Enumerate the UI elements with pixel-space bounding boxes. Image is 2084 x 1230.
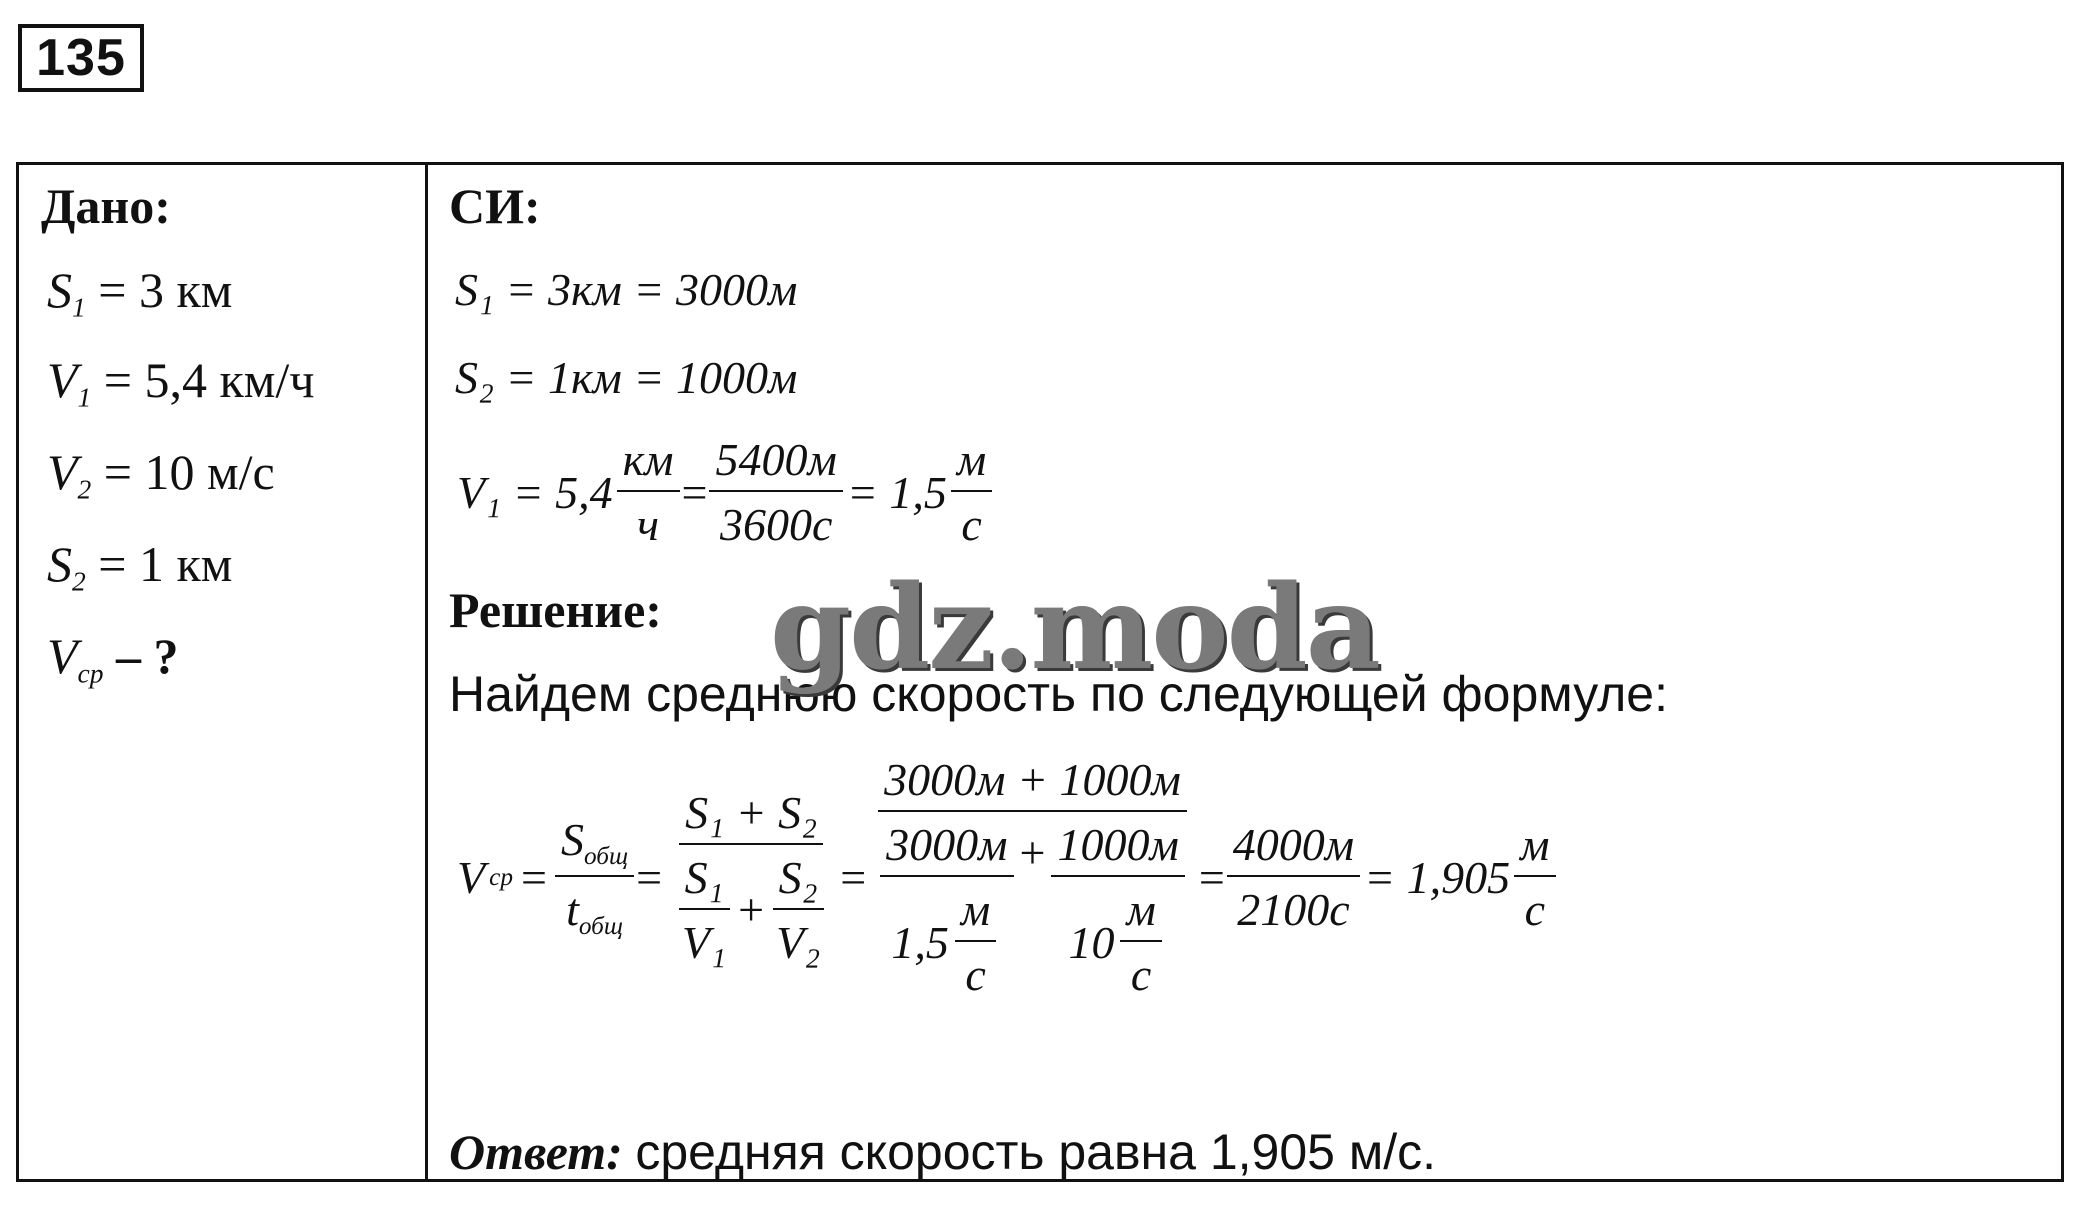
given-item-v2: $V_2 = 10$ м/с (47, 444, 275, 505)
solution-heading: Решение: (449, 582, 662, 638)
si-line-s1: S₁ = 3км = 3000м (455, 264, 798, 315)
si-line-s2: S₂ = 1км = 1000м (455, 352, 798, 403)
si-heading: СИ: (449, 178, 541, 234)
answer-line (449, 1123, 1436, 1181)
watermark-logo: gdz.moda (770, 560, 1379, 696)
given-item-v1: $V_1 = 5,4$ км/ч (47, 352, 315, 413)
solution-text: Найдем среднюю скорость по следующей формуле: (449, 666, 1668, 722)
main-formula: V ср = $S_{общ}$ $t_{общ}$ = S₁ + S₂ S₁ V₁ + $\frac{\text{S₂}}{\text{V₂}}$ = 3000м + 1000м 3000м 1,5 м с + 1000м 10 м с = 4000м 2100с = 1,905 м с (455, 753, 1558, 1001)
given-item-vavg: $V_{ср}$ – ? (47, 628, 179, 689)
answer-text: средняя скорость равна 1,905 м/с. (635, 1124, 1437, 1180)
problem-number: 135 (18, 24, 144, 92)
si-line-v1: V₁ = 5,4 км ч = 5400м 3600с = 1,5 м с (455, 433, 994, 551)
given-heading: Дано: (41, 178, 171, 234)
column-divider (425, 165, 428, 1179)
answer-label: Ответ: (449, 1124, 623, 1180)
given-item-s2: $S_2 = 1$ км (47, 536, 233, 597)
given-item-s1: $S_1 = 3$ км (47, 262, 233, 323)
